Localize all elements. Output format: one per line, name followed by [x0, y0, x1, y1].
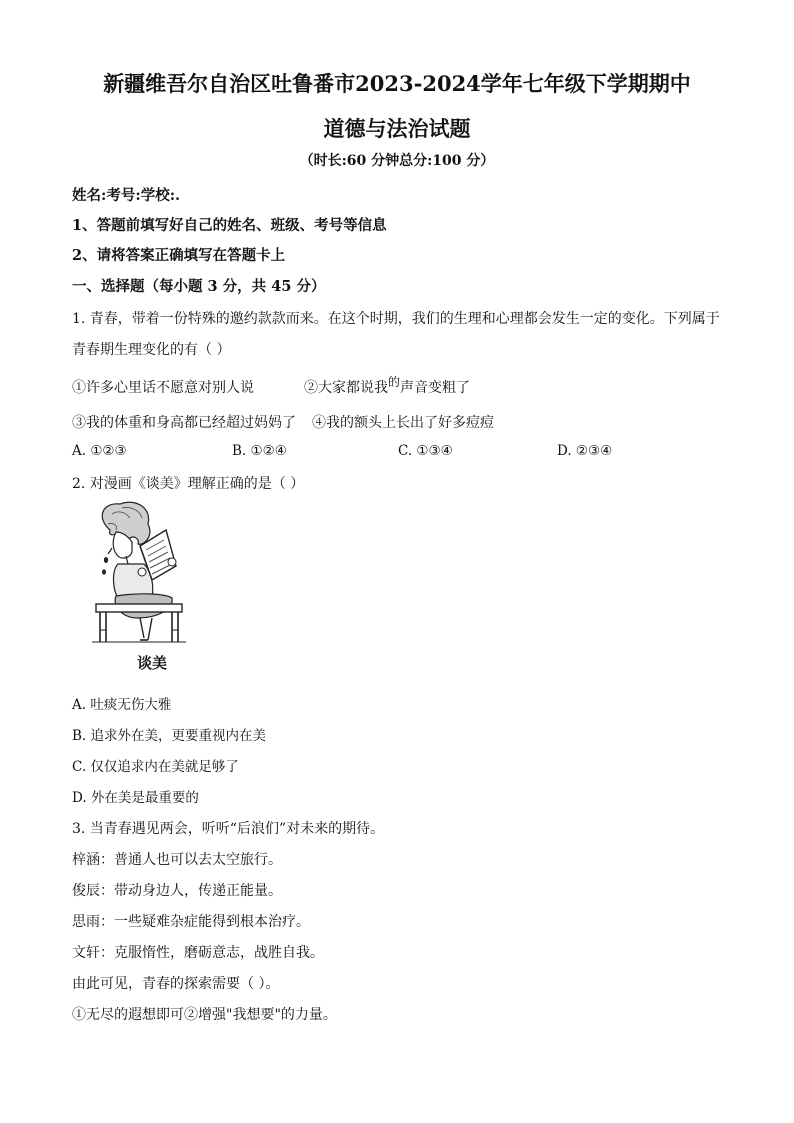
section-heading: 一、选择题（每小题 3 分，共 45 分）	[72, 278, 326, 295]
q1-option-d[interactable]: D. ②③④	[557, 443, 613, 459]
q1-item-2-part-a: ②大家都说我	[304, 380, 388, 396]
q1-item-2-sup: 的	[388, 375, 401, 389]
q3-conclusion: 由此可见，青春的探索需要（ ）。	[72, 976, 280, 992]
q3-stem: 3. 当青春遇见两会，听听“后浪们”对未来的期待。	[72, 821, 385, 837]
q1-item-1: ①许多心里话不愿意对别人说	[72, 380, 254, 396]
q2-option-c[interactable]: C. 仅仅追求内在美就足够了	[72, 759, 239, 775]
q2-option-b[interactable]: B. 追求外在美，更要重视内在美	[72, 728, 267, 744]
q2-option-a[interactable]: A. 吐痰无伤大雅	[72, 697, 172, 713]
q3-line-4: 文轩：克服惰性，磨砺意志，战胜自我。	[72, 945, 324, 961]
q2-stem: 2. 对漫画《谈美》理解正确的是（ ）	[72, 476, 305, 492]
q1-option-a[interactable]: A. ①②③	[72, 443, 127, 459]
q1-item-2-part-b: 声音变粗了	[400, 380, 471, 396]
cartoon-illustration	[82, 500, 202, 652]
q1-item-2	[304, 377, 470, 397]
q1-item-3: ③我的体重和身高都已经超过妈妈了	[72, 415, 296, 431]
instruction-2: 2、请将答案正确填写在答题卡上	[72, 247, 286, 264]
exam-title-line1: 新疆维吾尔自治区吐鲁番市2023-2024学年七年级下学期期中	[103, 71, 691, 96]
q1-option-c[interactable]: C. ①③④	[398, 443, 453, 459]
cartoon-caption: 谈美	[137, 654, 168, 672]
q3-line-2: 俊辰：带动身边人，传递正能量。	[72, 883, 282, 899]
q3-line-1: 梓涵：普通人也可以去太空旅行。	[72, 852, 282, 868]
student-info-line: 姓名:考号:学校:.	[72, 187, 181, 204]
exam-title-line2: 道德与法治试题	[323, 116, 471, 141]
q2-option-d[interactable]: D. 外在美是最重要的	[72, 790, 199, 806]
instruction-1: 1、答题前填写好自己的姓名、班级、考号等信息	[72, 217, 387, 234]
exam-duration: （时长:60 分钟总分:100 分）	[299, 153, 495, 169]
q1-item-4: ④我的额头上长出了好多痘痘	[312, 415, 494, 431]
q1-stem-line2: 青春期生理变化的有（ ）	[72, 342, 231, 358]
q3-choices: ①无尽的遐想即可②增强"我想要"的力量。	[72, 1007, 337, 1023]
q1-option-b[interactable]: B. ①②④	[232, 443, 287, 459]
q3-line-3: 思雨：一些疑难杂症能得到根本治疗。	[72, 914, 310, 930]
q1-stem-line1: 1. 青春，带着一份特殊的邀约款款而来。在这个时期，我们的生理和心理都会发生一定的变化。下列属于	[72, 311, 720, 327]
